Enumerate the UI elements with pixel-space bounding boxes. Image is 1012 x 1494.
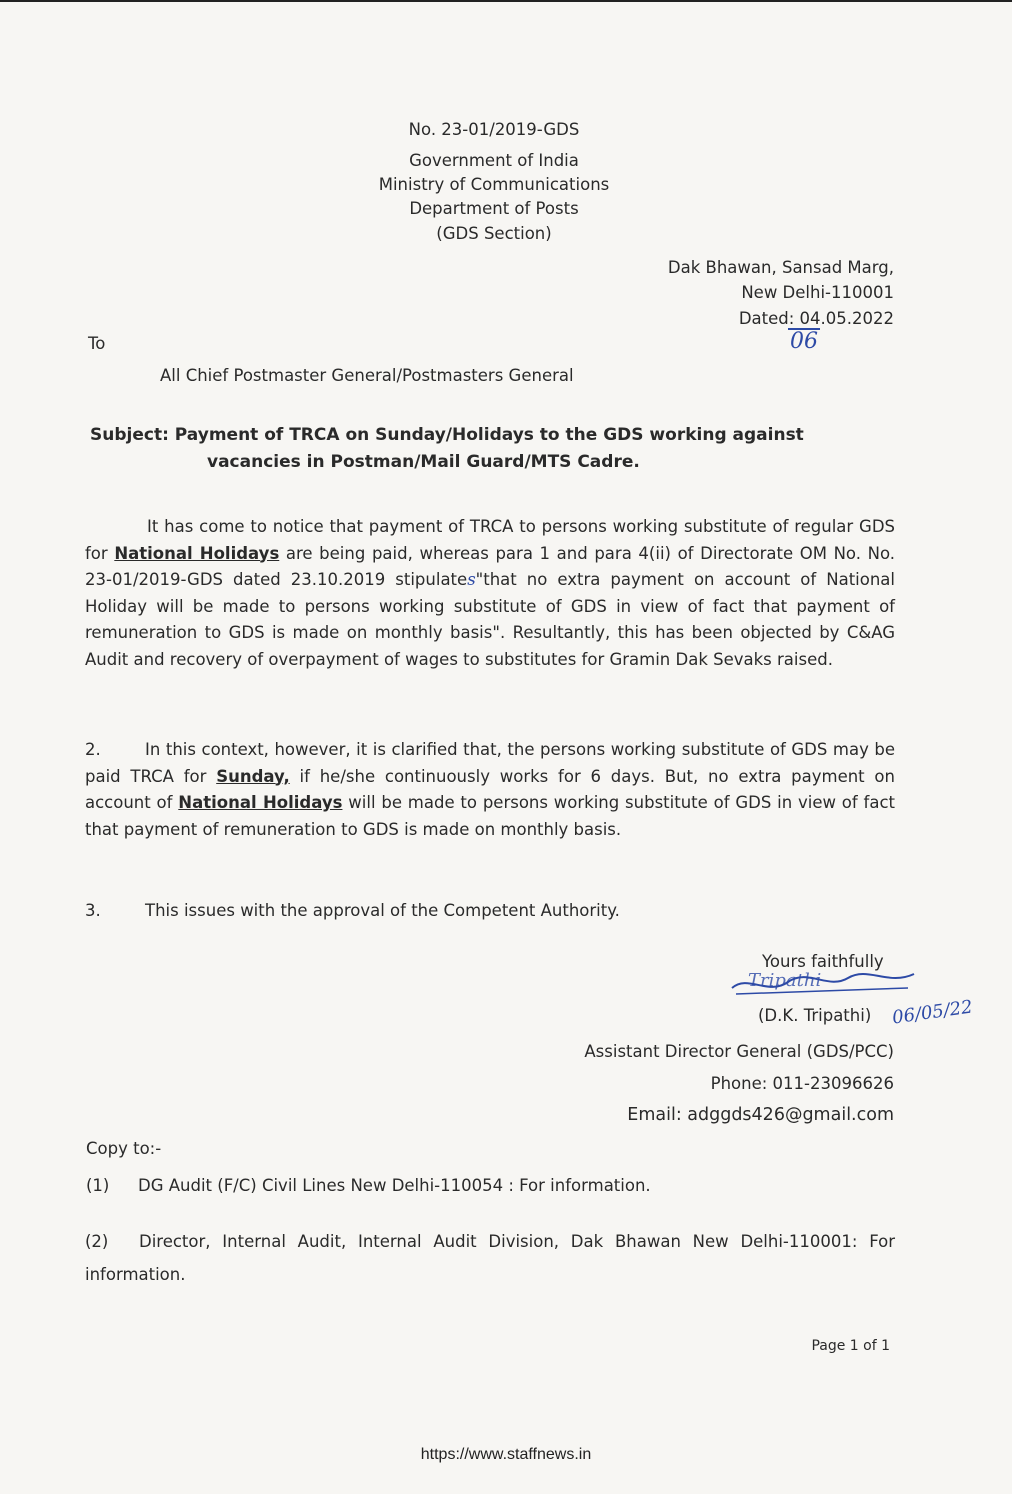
recipient: All Chief Postmaster General/Postmasters General — [160, 366, 574, 385]
address-line-2: New Delhi-110001 — [741, 283, 894, 302]
para1-text-a: It has come to notice that payment of TRCA to persons working substitute of regular GDS for — [85, 517, 895, 563]
handwritten-date-correction: 06 — [790, 329, 818, 354]
signatory-name: (D.K. Tripathi) — [758, 1006, 872, 1025]
org-ministry: Ministry of Communications — [378, 175, 610, 194]
para2-text-b: if he/she continuously works for 6 days. But, no extra payment on account of — [85, 766, 895, 812]
copy-item-2 — [85, 1225, 895, 1291]
subject-line-1: Payment of TRCA on Sunday/Holidays to the GDS working against — [174, 425, 804, 445]
email: Email: adggds426@gmail.com — [627, 1105, 894, 1125]
reference-number: No. 23-01/2019-GDS — [408, 120, 580, 139]
signature-mark: Tripathi — [748, 970, 822, 991]
copy-item-2-number: (2) — [85, 1232, 109, 1251]
copy-item-2-text: Director, Internal Audit, Internal Audit Division, Dak Bhawan New Delhi-110001: For information. — [85, 1232, 895, 1284]
subject-line-2: vacancies in Postman/Mail Guard/MTS Cadre. — [207, 452, 640, 472]
phone: Phone: 011-23096626 — [710, 1074, 894, 1093]
dated-line: Dated: 04.05.2022 — [738, 309, 894, 328]
org-section: (GDS Section) — [436, 224, 552, 243]
to-label: To — [88, 334, 106, 353]
org-department: Department of Posts — [409, 199, 579, 218]
para2-sunday: Sunday, — [216, 766, 290, 786]
para3-text: This issues with the approval of the Competent Authority. — [145, 901, 620, 920]
para3-number: 3. — [85, 901, 101, 920]
org-government: Government of India — [409, 151, 579, 170]
page-number: Page 1 of 1 — [811, 1338, 890, 1354]
paragraph-3 — [85, 898, 895, 925]
subject-label: Subject: — [90, 425, 169, 445]
paragraph-1 — [85, 514, 895, 673]
closing: Yours faithfully — [762, 952, 884, 971]
subject-block — [90, 422, 910, 476]
para2-text-c: will be made to persons working substitute of GDS in view of fact that payment of remuneration to GDS is made on monthly basis. — [85, 793, 895, 839]
copy-item-1-number: (1) — [86, 1176, 110, 1195]
handwritten-correction: s — [467, 570, 476, 589]
address-line-1: Dak Bhawan, Sansad Marg, — [667, 258, 894, 277]
signature-handwritten-date: 06/05/22 — [890, 996, 974, 1029]
para2-number: 2. — [85, 740, 101, 759]
para2-text-a: In this context, however, it is clarified that, the persons working substitute of GDS may be paid TRCA for — [85, 740, 895, 786]
copy-label: Copy to:- — [86, 1139, 162, 1158]
paragraph-2 — [85, 737, 895, 843]
copy-item-1-text: DG Audit (F/C) Civil Lines New Delhi-110054 : For information. — [138, 1176, 651, 1195]
para2-national-holidays: National Holidays — [178, 793, 343, 812]
designation: Assistant Director General (GDS/PCC) — [584, 1042, 894, 1061]
source-url[interactable]: https://www.staffnews.in — [420, 1446, 592, 1463]
para1-national-holidays: National Holidays — [114, 543, 280, 563]
para1-text-c: "that no extra payment on account of National Holiday will be made to persons working substitute of GDS in view of fact that payment of remuneration to GDS is made on monthly basis". Resultantly, this has been objected by C&AG Audit and recovery of overpayment of wages to substitutes for Gramin Dak Sevaks raised. — [85, 570, 895, 669]
para1-text-b: are being paid, whereas para 1 and para 4(ii) of Directorate OM No. No. 23-01/2019-GDS dated 23.10.2019 stipulate — [85, 543, 895, 589]
